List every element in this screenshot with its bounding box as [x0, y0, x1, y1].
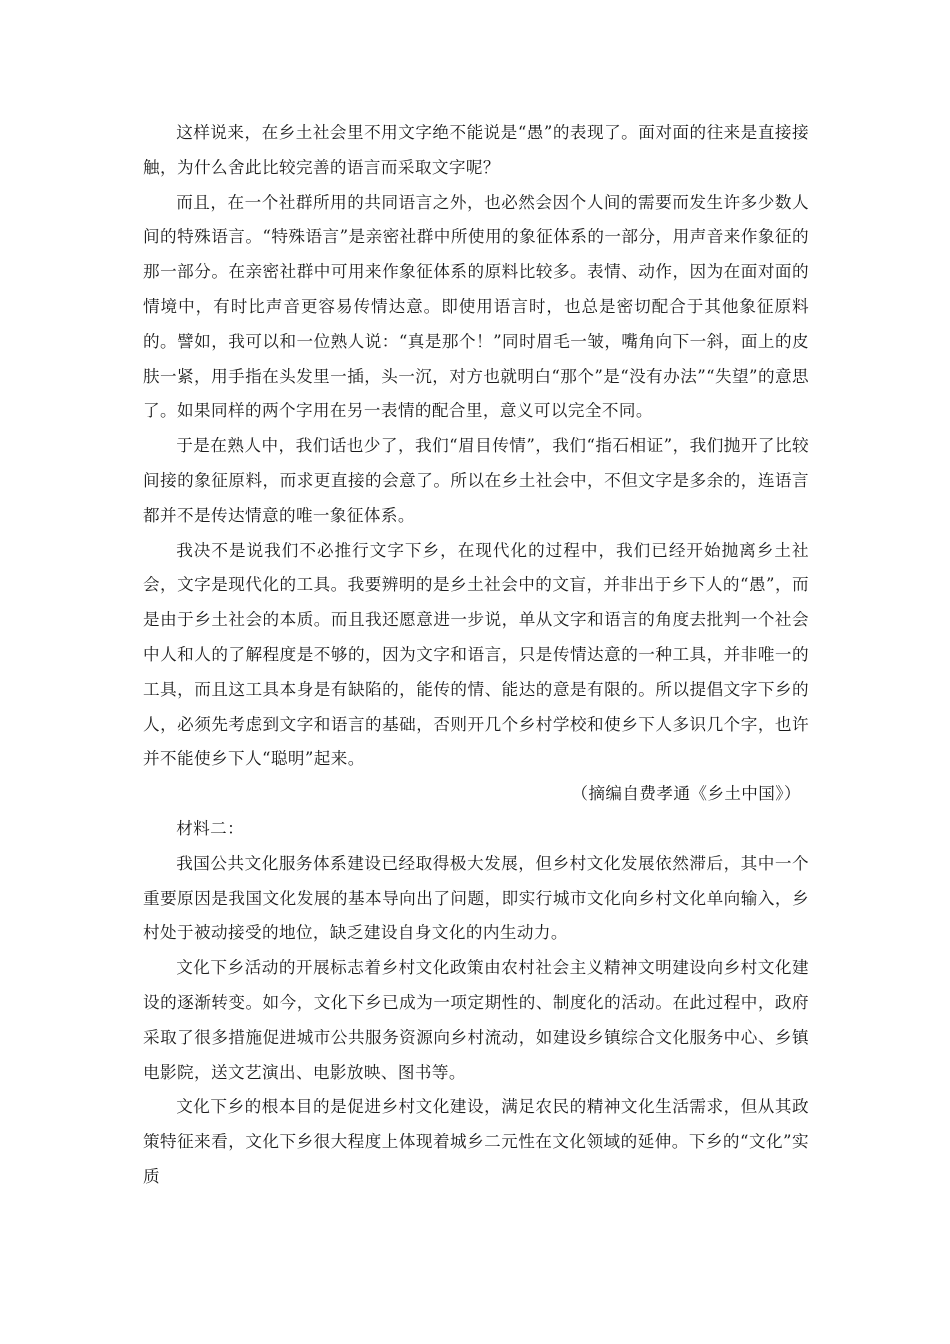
- paragraph: 我决不是说我们不必推行文字下乡，在现代化的过程中，我们已经开始抛离乡土社会，文字是现代化的工具。我要辨明的是乡土社会中的文盲，并非出于乡下人的“愚”，而是由于乡土社会的本质。而且我还愿意进一步说，单从文字和语言的角度去批判一个社会中人和人的了解程度是不够的，因为文字和语言，只是传情达意的一种工具，并非唯一的工具，而且这工具本身是有缺陷的，能传的情、能达的意是有限的。所以提倡文字下乡的人，必须先考虑到文字和语言的基础，否则开几个乡村学校和使乡下人多识几个字，也许并不能使乡下人“聪明”起来。: [143, 540, 809, 769]
- section-heading: 材料二：: [176, 818, 245, 838]
- document-page: [143, 116, 809, 1195]
- source-citation: （摘编自费孝通《乡土中国》）: [571, 784, 801, 804]
- paragraph: 于是在熟人中，我们话也少了，我们“眉目传情”，我们“指石相证”，我们抛开了比较间接的象征原料，而求更直接的会意了。所以在乡土社会中，不但文字是多余的，连语言都并不是传达情意的唯一象征体系。: [143, 436, 809, 525]
- paragraph: 而且，在一个社群所用的共同语言之外，也必然会因个人间的需要而发生许多少数人间的特殊语言。“特殊语言”是亲密社群中所使用的象征体系的一部分，用声音来作象征的那一部分。在亲密社群中可用来作象征体系的原料比较多。表情、动作，因为在面对面的情境中，有时比声音更容易传情达意。即使用语言时，也总是密切配合于其他象征原料的。譬如，我可以和一位熟人说：“真是那个！”同时眉毛一皱，嘴角向下一斜，面上的皮肤一紧，用手指在头发里一插，头一沉，对方也就明白“那个”是“没有办法”“失望”的意思了。如果同样的两个字用在另一表情的配合里，意义可以完全不同。: [143, 192, 809, 421]
- paragraph: 这样说来，在乡土社会里不用文字绝不能说是“愚”的表现了。面对面的往来是直接接触，为什么舍此比较完善的语言而采取文字呢？: [143, 123, 809, 177]
- paragraph: 文化下乡活动的开展标志着乡村文化政策由农村社会主义精神文明建设向乡村文化建设的逐渐转变。如今，文化下乡已成为一项定期性的、制度化的活动。在此过程中，政府采取了很多措施促进城市公共服务资源向乡村流动，如建设乡镇综合文化服务中心、乡镇电影院，送文艺演出、电影放映、图书等。: [143, 958, 809, 1082]
- paragraph: 文化下乡的根本目的是促进乡村文化建设，满足农民的精神文化生活需求，但从其政策特征来看，文化下乡很大程度上体现着城乡二元性在文化领域的延伸。下乡的“文化”实质: [143, 1097, 809, 1186]
- paragraph: 我国公共文化服务体系建设已经取得极大发展，但乡村文化发展依然滞后，其中一个重要原因是我国文化发展的基本导向出了问题，即实行城市文化向乡村文化单向输入，乡村处于被动接受的地位，缺乏建设自身文化的内生动力。: [143, 853, 809, 943]
